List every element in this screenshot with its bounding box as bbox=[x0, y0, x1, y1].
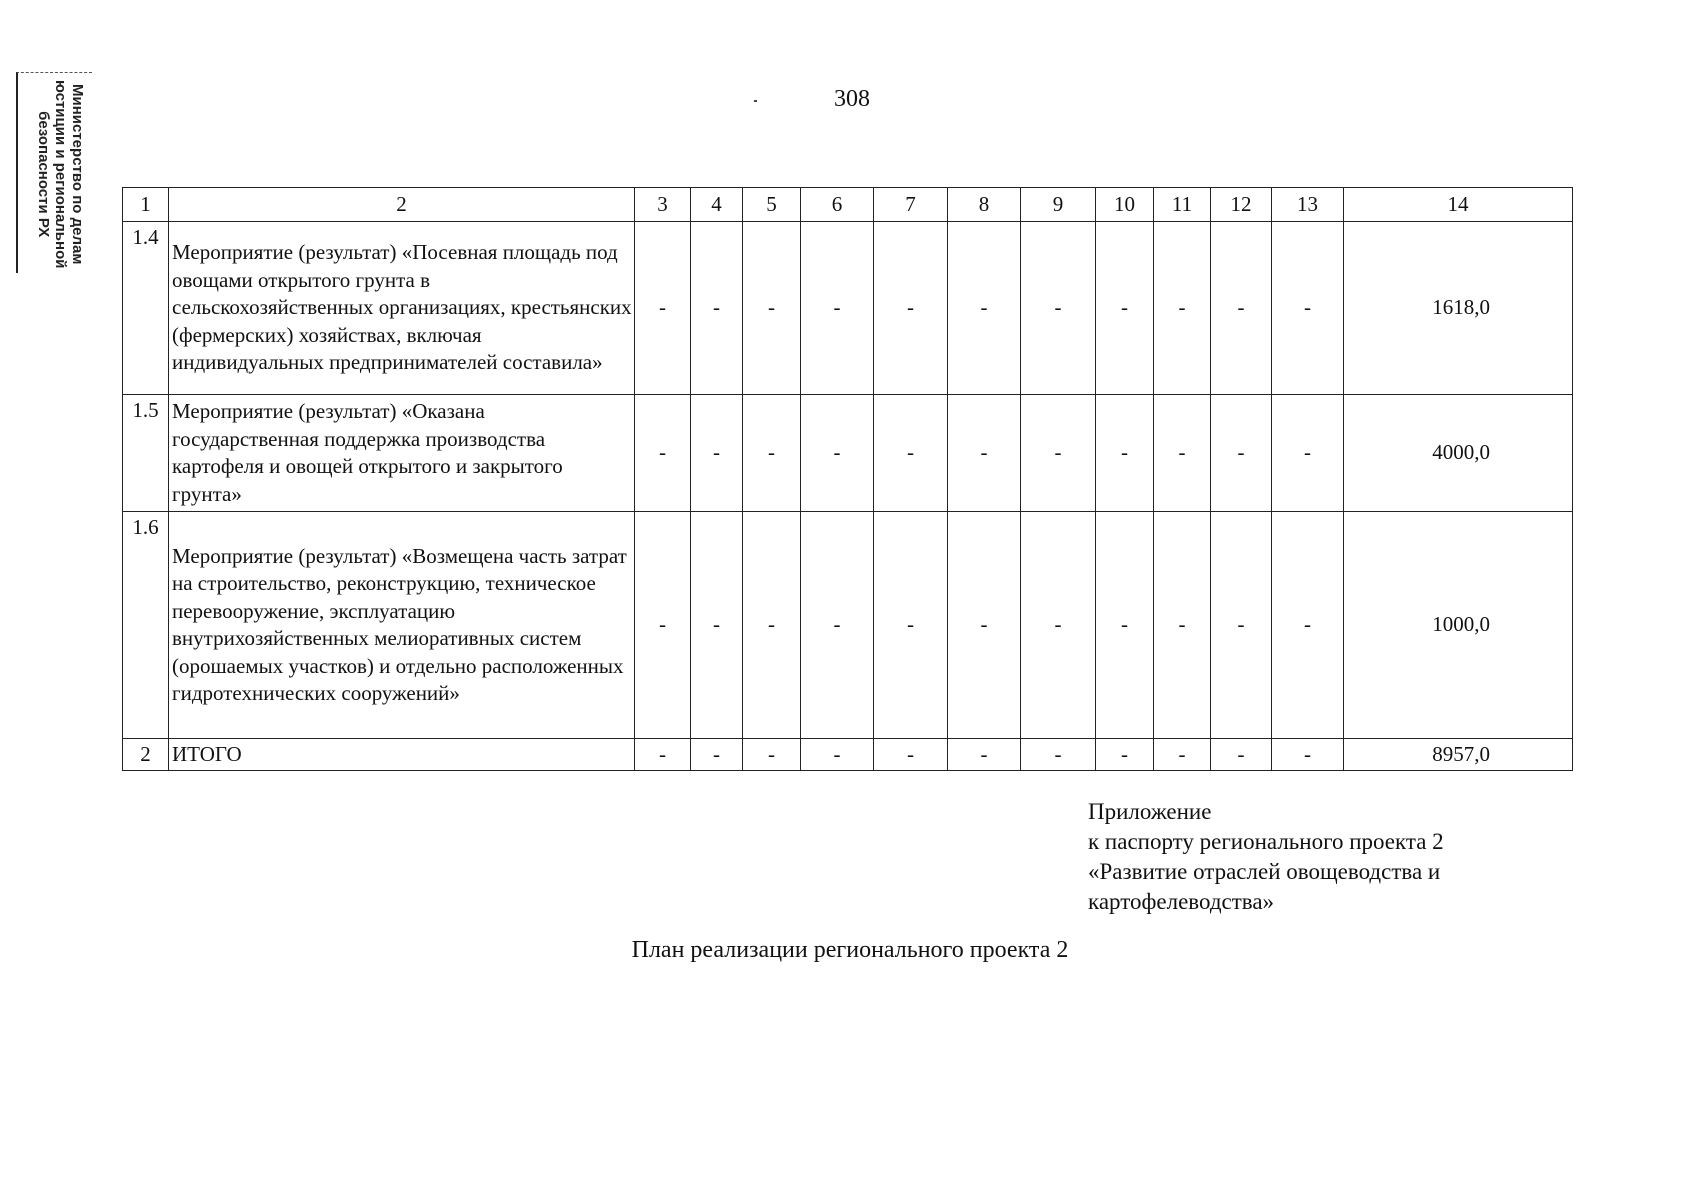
table-cell: - bbox=[743, 512, 801, 739]
row-description: ИТОГО bbox=[169, 739, 635, 771]
row-number: 1.4 bbox=[123, 222, 169, 395]
row-number: 1.5 bbox=[123, 395, 169, 512]
table-header-row bbox=[123, 188, 1573, 222]
plan-table bbox=[122, 187, 1573, 771]
page-number: 308 bbox=[834, 86, 870, 112]
table-cell: - bbox=[743, 222, 801, 395]
table-cell: - bbox=[743, 395, 801, 512]
table-cell: - bbox=[801, 739, 874, 771]
table-cell: - bbox=[1096, 395, 1154, 512]
row-description: Мероприятие (результат) «Оказана государственная поддержка производства картофеля и овощей открытого и закрытого грунта» bbox=[169, 395, 635, 512]
table-cell: - bbox=[948, 739, 1021, 771]
table-cell: - bbox=[1021, 222, 1096, 395]
appendix-line: Приложение bbox=[1088, 799, 1212, 824]
header-cell: 13 bbox=[1272, 188, 1344, 222]
table-cell: - bbox=[635, 395, 691, 512]
table-cell: - bbox=[635, 222, 691, 395]
table-cell: - bbox=[1272, 395, 1344, 512]
appendix-note bbox=[1088, 797, 1444, 917]
appendix-line: картофелеводства» bbox=[1088, 889, 1275, 914]
header-cell: 3 bbox=[635, 188, 691, 222]
table-cell: - bbox=[1272, 512, 1344, 739]
row-number: 1.6 bbox=[123, 512, 169, 739]
table-cell: - bbox=[801, 395, 874, 512]
table-row bbox=[123, 512, 1573, 739]
row-description: Мероприятие (результат) «Посевная площадь под овощами открытого грунта в сельскохозяйственных организациях, крестьянских (фермерских) хозяйствах, включая индивидуальных предпринимателей составила» bbox=[169, 222, 635, 395]
table-cell: - bbox=[635, 739, 691, 771]
row-total: 4000,0 bbox=[1344, 395, 1573, 512]
table-cell: - bbox=[1021, 739, 1096, 771]
row-total: 8957,0 bbox=[1344, 739, 1573, 771]
table-cell: - bbox=[1211, 395, 1272, 512]
table-cell: - bbox=[874, 512, 948, 739]
appendix-line: «Развитие отраслей овощеводства и bbox=[1088, 859, 1441, 884]
table-cell: - bbox=[635, 512, 691, 739]
table-cell: - bbox=[948, 222, 1021, 395]
table-cell: - bbox=[1096, 512, 1154, 739]
table-cell: - bbox=[1211, 222, 1272, 395]
table-cell: - bbox=[948, 512, 1021, 739]
table-cell: - bbox=[1021, 395, 1096, 512]
table-cell: - bbox=[1096, 739, 1154, 771]
header-cell: 8 bbox=[948, 188, 1021, 222]
table-cell: - bbox=[1211, 739, 1272, 771]
header-cell: 5 bbox=[743, 188, 801, 222]
table-cell: - bbox=[874, 222, 948, 395]
header-cell: 7 bbox=[874, 188, 948, 222]
table-cell: - bbox=[691, 395, 743, 512]
header-cell: 9 bbox=[1021, 188, 1096, 222]
table-cell: - bbox=[801, 512, 874, 739]
header-cell: 10 bbox=[1096, 188, 1154, 222]
table-cell: - bbox=[1096, 222, 1154, 395]
row-total: 1000,0 bbox=[1344, 512, 1573, 739]
table-cell: - bbox=[1211, 512, 1272, 739]
table-cell: - bbox=[801, 222, 874, 395]
stamp-line: юстиции и региональной bbox=[52, 80, 69, 269]
stamp-line: безопасности РХ bbox=[35, 111, 52, 238]
table-cell: - bbox=[1154, 512, 1211, 739]
table-cell: - bbox=[874, 739, 948, 771]
table-cell: - bbox=[1154, 739, 1211, 771]
stamp-line: Министерство по делам bbox=[69, 84, 86, 265]
header-cell: 12 bbox=[1211, 188, 1272, 222]
header-cell: 14 bbox=[1344, 188, 1573, 222]
header-cell: 1 bbox=[123, 188, 169, 222]
scan-speck bbox=[754, 100, 757, 102]
appendix-line: к паспорту регионального проекта 2 bbox=[1088, 829, 1444, 854]
header-cell: 4 bbox=[691, 188, 743, 222]
plan-title: План реализации регионального проекта 2 bbox=[631, 937, 1069, 963]
table-cell: - bbox=[743, 739, 801, 771]
table-cell: - bbox=[1272, 739, 1344, 771]
header-cell: 6 bbox=[801, 188, 874, 222]
header-cell: 11 bbox=[1154, 188, 1211, 222]
table-cell: - bbox=[1272, 222, 1344, 395]
table-cell: - bbox=[1154, 222, 1211, 395]
row-description: Мероприятие (результат) «Возмещена часть затрат на строительство, реконструкцию, техническое перевооружение, эксплуатацию внутрихозяйственных мелиоративных систем (орошаемых участков) и отдельно расположенных гидротехнических сооружений» bbox=[169, 512, 635, 739]
table-row bbox=[123, 395, 1573, 512]
table-cell: - bbox=[691, 222, 743, 395]
row-total: 1618,0 bbox=[1344, 222, 1573, 395]
table-cell: - bbox=[691, 512, 743, 739]
table-cell: - bbox=[691, 739, 743, 771]
row-number: 2 bbox=[123, 739, 169, 771]
table-cell: - bbox=[874, 395, 948, 512]
header-cell: 2 bbox=[169, 188, 635, 222]
table-row bbox=[123, 222, 1573, 395]
ministry-stamp-text bbox=[35, 80, 86, 268]
table-cell: - bbox=[1154, 395, 1211, 512]
table-cell: - bbox=[948, 395, 1021, 512]
table-cell: - bbox=[1021, 512, 1096, 739]
table-row-total bbox=[123, 739, 1573, 771]
